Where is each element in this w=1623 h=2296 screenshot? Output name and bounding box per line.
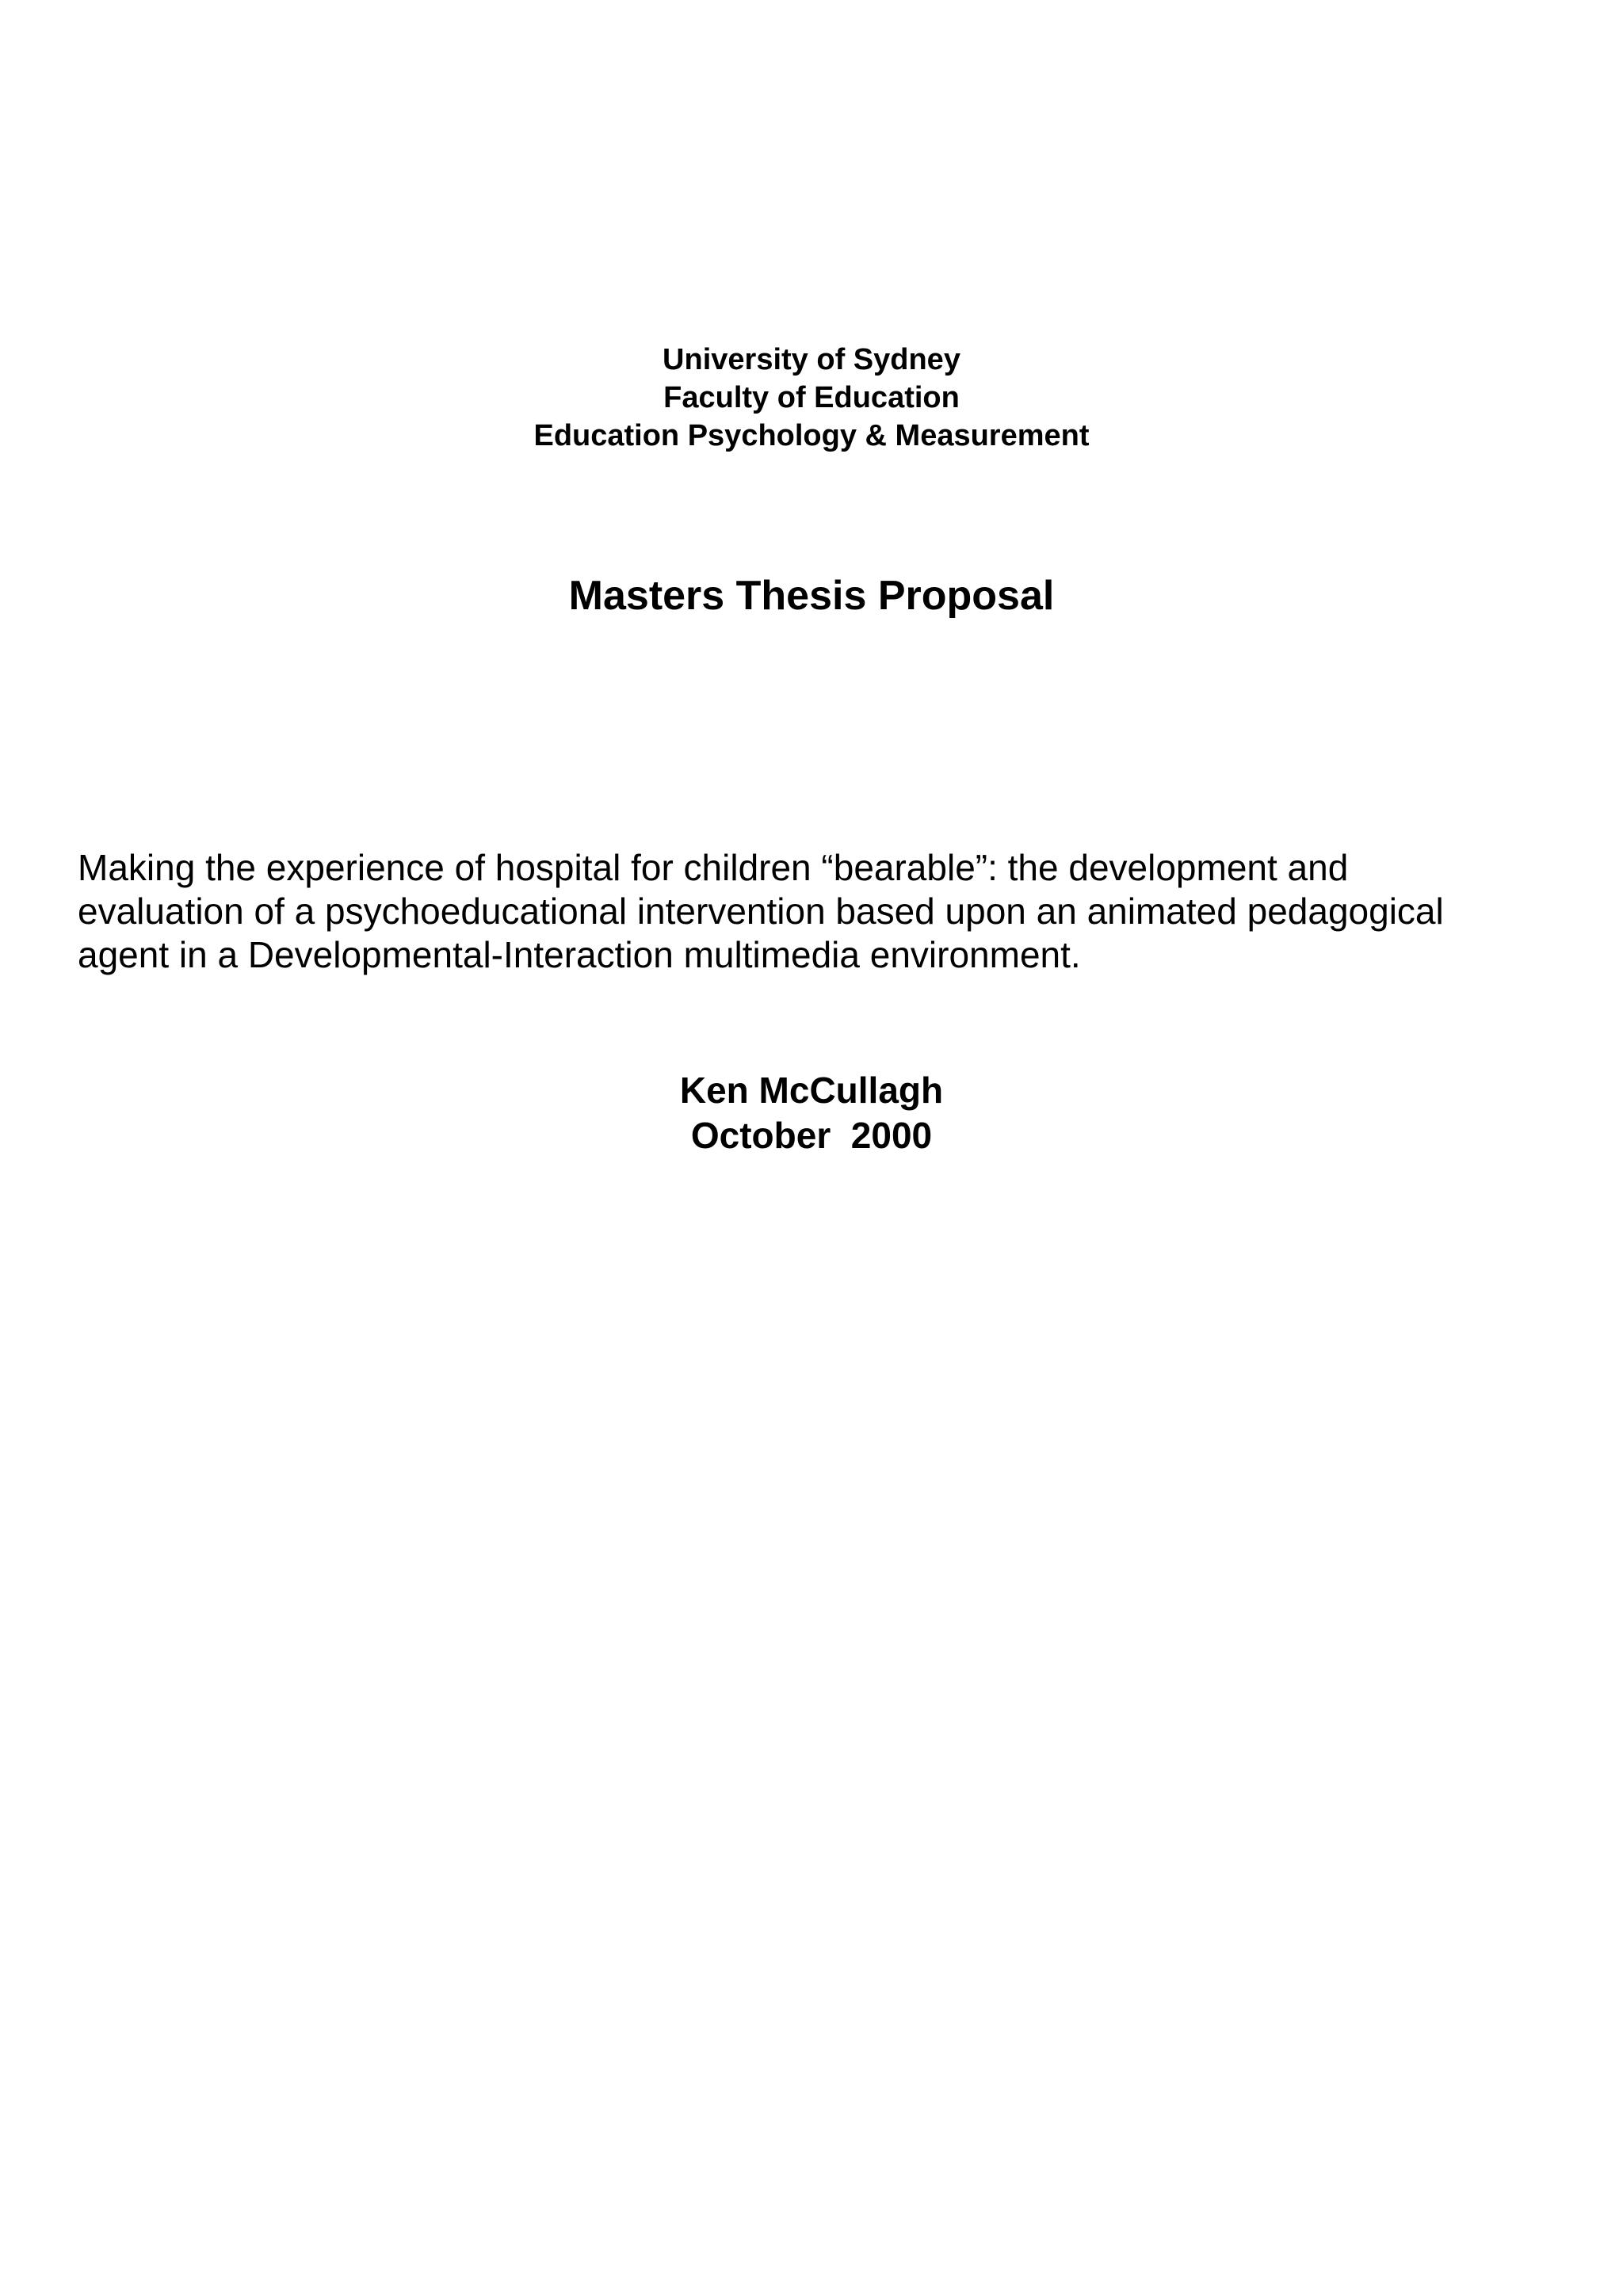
thesis-title-line: agent in a Developmental-Interaction multimedia environment.	[78, 934, 1081, 975]
author-name: Ken McCullagh	[679, 1070, 944, 1111]
department-name: Education Psychology & Measurement	[533, 419, 1090, 452]
thesis-title-line: Making the experience of hospital for children “bearable”: the development and	[78, 847, 1349, 888]
document-type-heading: Masters Thesis Proposal	[568, 573, 1055, 619]
faculty-name: Faculty of Education	[663, 381, 960, 414]
university-name: University of Sydney	[663, 343, 960, 376]
byline	[0, 1068, 1623, 1158]
thesis-title-line: evaluation of a psychoeducational intervention based upon an animated pedagogical	[78, 891, 1444, 932]
thesis-title	[78, 846, 1568, 977]
institution-header	[0, 341, 1623, 455]
submission-date: October 2000	[690, 1115, 933, 1156]
